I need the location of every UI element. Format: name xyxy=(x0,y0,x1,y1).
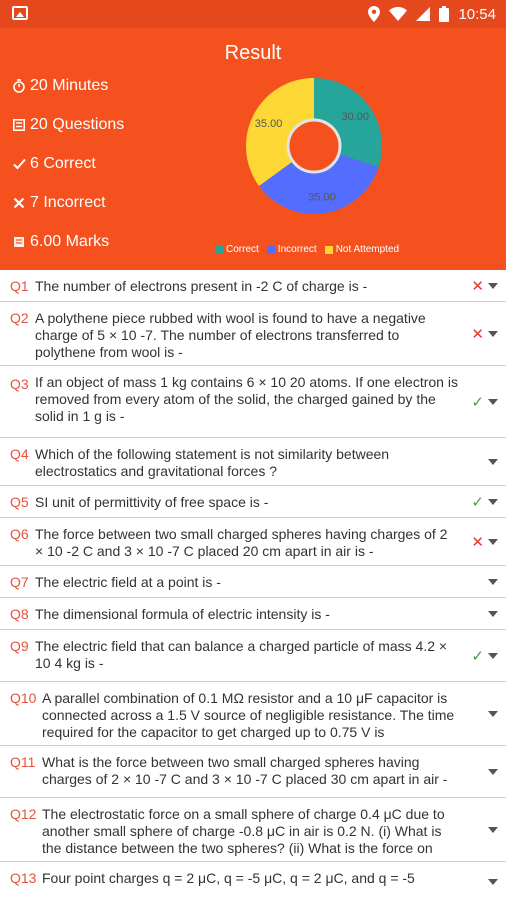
list-icon xyxy=(10,119,28,131)
stat-questions xyxy=(10,113,124,137)
stat-marks xyxy=(10,230,109,254)
pie-slice-label: 35.00 xyxy=(254,117,283,130)
question-item[interactable] xyxy=(0,746,506,798)
incorrect-mark-icon: ✕ xyxy=(471,534,484,551)
stat-incorrect xyxy=(10,191,106,215)
question-number: Q10 xyxy=(10,690,37,706)
correct-mark-icon: ✓ xyxy=(471,648,484,665)
legend-item-incorrect: Incorrect xyxy=(267,244,317,255)
question-number: Q5 xyxy=(10,494,29,510)
stat-label: 20 Minutes xyxy=(30,77,109,94)
question-item[interactable] xyxy=(0,862,506,900)
question-text: The electric field at a point is - xyxy=(35,574,221,590)
question-number: Q1 xyxy=(10,278,29,294)
question-number: Q7 xyxy=(10,574,29,590)
question-number: Q9 xyxy=(10,638,29,654)
question-item[interactable] xyxy=(0,630,506,682)
question-item[interactable] xyxy=(0,598,506,630)
legend-swatch xyxy=(215,246,223,254)
question-text: What is the force between two small charged spheres having charges of 2 × 10 -7 C and 3 × 10 -7 C placed 30 cm apart in air - xyxy=(42,754,448,787)
location-icon xyxy=(368,6,380,22)
pie-center-hole xyxy=(288,120,340,172)
question-number: Q11 xyxy=(10,754,36,770)
question-number: Q3 xyxy=(10,376,29,392)
question-number: Q8 xyxy=(10,606,29,622)
question-text: The electric field that can balance a charged particle of mass 4.2 × 10 4 kg is - xyxy=(35,638,448,671)
cross-icon xyxy=(10,197,28,209)
timer-icon xyxy=(10,79,28,93)
question-text: Four point charges q = 2 μC, q = -5 μC, q = 2 μC, and q = -5 xyxy=(42,870,415,886)
wifi-icon xyxy=(389,7,407,21)
pie-slice-label: 35.00 xyxy=(308,191,336,204)
question-item[interactable] xyxy=(0,302,506,366)
gallery-icon xyxy=(12,6,28,20)
question-number: Q12 xyxy=(10,806,37,822)
expand-caret-icon[interactable] xyxy=(488,399,498,405)
check-icon xyxy=(10,158,28,170)
question-text: SI unit of permittivity of free space is - xyxy=(35,494,269,510)
question-item[interactable] xyxy=(0,518,506,566)
stat-duration xyxy=(10,74,108,98)
question-text: Which of the following statement is not similarity between electrostatics and gravitational forces ? xyxy=(35,446,390,479)
status-icons xyxy=(368,0,496,28)
stat-label: 6.00 Marks xyxy=(30,233,110,250)
chart-legend xyxy=(215,244,399,255)
question-text: The electrostatic force on a small sphere of charge 0.4 μC due to another small sphere of charge -0.8 μC in air is 0.2 N. (i) What is the distance between the two spheres? (ii) What is the force on xyxy=(42,806,445,856)
question-text: The number of electrons present in -2 C of charge is - xyxy=(35,278,368,294)
question-item[interactable] xyxy=(0,798,506,862)
page-title: Result xyxy=(224,42,282,64)
correct-mark-icon: ✓ xyxy=(471,494,484,511)
marks-icon xyxy=(10,236,28,248)
expand-caret-icon[interactable] xyxy=(488,769,498,775)
stat-label: 6 Correct xyxy=(30,155,96,172)
question-item[interactable] xyxy=(0,366,506,438)
question-number: Q13 xyxy=(10,870,37,886)
signal-icon xyxy=(416,7,430,21)
question-item[interactable] xyxy=(0,682,506,746)
battery-icon xyxy=(439,6,449,22)
result-pie-chart xyxy=(244,76,384,216)
clock: 10:54 xyxy=(458,5,496,23)
legend-swatch xyxy=(325,246,333,254)
question-text: The force between two small charged spheres having charges of 2 × 10 -2 C and 3 × 10 -7 C placed 20 cm apart in air is - xyxy=(35,526,448,559)
expand-caret-icon[interactable] xyxy=(488,711,498,717)
question-number: Q2 xyxy=(10,310,29,326)
expand-caret-icon[interactable] xyxy=(488,499,498,505)
expand-caret-icon[interactable] xyxy=(488,331,498,337)
question-text: A parallel combination of 0.1 MΩ resistor and a 10 μF capacitor is connected across a 1.5 V source of negligible resistance. The time required for the capacitor to get charged up to 0.75 V is xyxy=(42,690,455,740)
question-text: If an object of mass 1 kg contains 6 × 10 20 atoms. If one electron is removed from every atom of the solid, the charged gained by the solid in 1 g is - xyxy=(35,374,458,424)
legend-item-not-attempted: Not Attempted xyxy=(325,244,399,255)
legend-swatch xyxy=(267,246,275,254)
stat-correct xyxy=(10,152,96,176)
expand-caret-icon[interactable] xyxy=(488,539,498,545)
question-item[interactable] xyxy=(0,438,506,486)
expand-caret-icon[interactable] xyxy=(488,611,498,617)
expand-caret-icon[interactable] xyxy=(488,879,498,885)
question-text: A polythene piece rubbed with wool is found to have a negative charge of 5 × 10 -7. The number of electrons transferred to polythene from wool is - xyxy=(35,310,426,360)
question-item[interactable] xyxy=(0,270,506,302)
incorrect-mark-icon: ✕ xyxy=(471,278,484,295)
pie-slice-label: 30.00 xyxy=(341,111,370,124)
question-item[interactable] xyxy=(0,486,506,518)
question-list xyxy=(0,270,506,900)
result-header xyxy=(0,28,506,270)
expand-caret-icon[interactable] xyxy=(488,283,498,289)
question-number: Q4 xyxy=(10,446,29,462)
correct-mark-icon: ✓ xyxy=(471,394,484,411)
expand-caret-icon[interactable] xyxy=(488,459,498,465)
expand-caret-icon[interactable] xyxy=(488,653,498,659)
status-bar xyxy=(0,0,506,28)
expand-caret-icon[interactable] xyxy=(488,827,498,833)
stat-label: 7 Incorrect xyxy=(30,194,106,211)
expand-caret-icon[interactable] xyxy=(488,579,498,585)
question-text: The dimensional formula of electric intensity is - xyxy=(35,606,330,622)
stat-label: 20 Questions xyxy=(30,116,125,133)
question-number: Q6 xyxy=(10,526,29,542)
question-item[interactable] xyxy=(0,566,506,598)
incorrect-mark-icon: ✕ xyxy=(471,326,484,343)
legend-item-correct: Correct xyxy=(215,244,259,255)
